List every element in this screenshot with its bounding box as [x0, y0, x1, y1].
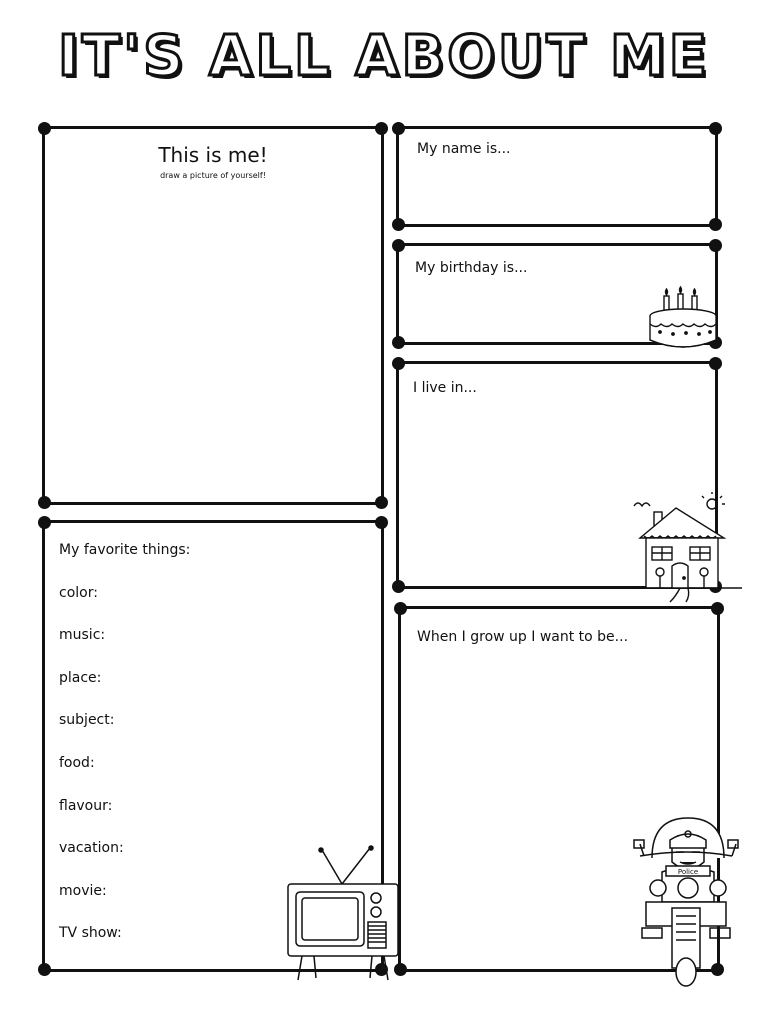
future-label: When I grow up I want to be... — [417, 629, 629, 645]
favorite-movie-label: movie: — [59, 882, 107, 899]
name-label: My name is... — [417, 141, 511, 157]
birthday-cake-icon — [646, 284, 722, 354]
favorite-color-label: color: — [59, 584, 98, 601]
worksheet-title: IT'S ALL ABOUT ME — [58, 24, 710, 89]
favorite-flavour-label: flavour: — [59, 797, 113, 814]
police-motorcycle-icon — [632, 812, 740, 988]
birthday-label: My birthday is... — [415, 260, 528, 276]
house-icon — [632, 492, 742, 604]
favorite-food-label: food: — [59, 754, 95, 771]
favorite-tv-show-label: TV show: — [59, 925, 122, 942]
portrait-heading: This is me! — [158, 143, 268, 167]
favorite-music-label: music: — [59, 627, 106, 644]
television-icon — [284, 846, 402, 984]
portrait-subheading: draw a picture of yourself! — [160, 171, 266, 180]
favorite-vacation-label: vacation: — [59, 840, 124, 857]
name-box[interactable] — [396, 126, 718, 227]
home-label: I live in... — [413, 380, 477, 396]
police-text: Police — [677, 868, 699, 876]
favorite-place-label: place: — [59, 669, 102, 686]
portrait-drawing-box[interactable] — [42, 126, 384, 505]
favorite-subject-label: subject: — [59, 712, 115, 729]
favorites-list — [59, 541, 190, 967]
favorites-heading: My favorite things: — [59, 542, 191, 558]
